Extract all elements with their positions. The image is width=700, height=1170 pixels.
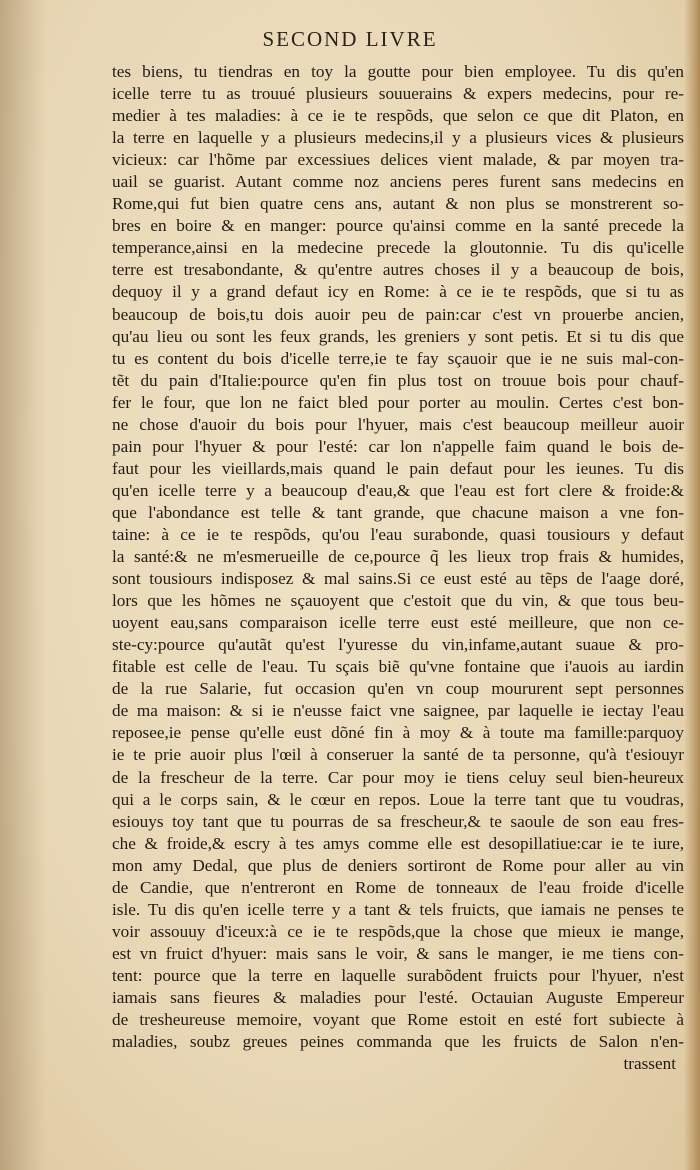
text-line: la santé:& ne m'esmerueille de ce,pource q̃ les lieux trop frais & humides, <box>112 547 684 567</box>
text-line: tu es content du bois d'icelle terre,ie te fay sçauoir que ie ne suis mal-con- <box>112 348 684 368</box>
text-line: est vn fruict d'hyuer: mais sans le voir, & sans le manger, ie me tiens con- <box>112 943 684 963</box>
running-head: SECOND LIVRE <box>262 27 438 51</box>
text-line: mon amy Dedal, que plus de deniers sortiront de Rome pour aller au vin <box>112 855 684 875</box>
text-line: Rome,qui fut bien quatre cens ans, autant & non plus se monstrerent so- <box>112 194 684 214</box>
text-line: trassent <box>623 1054 676 1074</box>
text-line: reposee,ie pense qu'elle eust dõné fin à moy & à toute ma famille:parquoy <box>112 723 684 743</box>
text-line: de la rue Salarie, fut occasion qu'en vn coup moururent sept personnes <box>112 679 684 699</box>
text-line: de ma maison: & si ie n'eusse faict vne saignee, par laquelle ie iectay l'eau <box>112 701 684 721</box>
page-edge-stain <box>684 0 700 1170</box>
text-line: che & froide,& escry à tes amys comme elle est desopillatiue:car ie te iure, <box>112 833 684 853</box>
text-line: ie te prie auoir plus l'œil à conseruer la santé de ta personne, qu'à t'esiouyr <box>112 745 684 765</box>
text-line: tent: pource que la terre en laquelle surabõdent fruicts pour l'hyuer, n'est <box>112 965 684 985</box>
gutter-shadow <box>0 0 46 1170</box>
text-line: fer le four, que lon ne faict bled pour porter au moulin. Certes c'est bon- <box>112 392 684 412</box>
text-line: tẽt du pain d'Italie:pource qu'en fin plus tost on trouue bois pour chauf- <box>112 370 684 390</box>
text-line: de tresheureuse memoire, voyant que Rome estoit en esté fort subiecte à <box>112 1010 684 1030</box>
text-line: bres en boire & en manger: pource qu'ainsi comme en la santé precede la <box>112 216 684 236</box>
text-line: medier à tes maladies: à ce ie te respõds, que selon ce que dit Platon, en <box>112 106 684 126</box>
text-line: ste-cy:pource qu'autãt qu'est l'yuresse du vin,infame,autant suaue & pro- <box>112 635 684 655</box>
text-line: vicieux: car l'hõme par excessiues delices vient malade, & par moyen tra- <box>112 150 684 170</box>
text-line: temperance,ainsi en la medecine precede la gloutonnie. Tu dis qu'icelle <box>112 238 684 258</box>
text-line: taine: à ce ie te respõds, qu'ou l'eau surabonde, quasi tousiours y defaut <box>112 524 684 544</box>
text-line: qu'en icelle terre y a beaucoup d'eau,& que l'eau est fort clere & froide:& <box>112 480 684 500</box>
text-line: la terre en laquelle y a plusieurs medecins,il y a plusieurs vices & plusieurs <box>112 128 684 148</box>
text-line: lors que les hõmes ne sçauoyent que c'estoit que du vin, & que tous beu- <box>112 591 684 611</box>
text-line: sont tousiours indisposez & mal sains.Si ce eust esté au tẽps de l'aage doré, <box>112 569 684 589</box>
text-line: dequoy il y a grand defaut icy en Rome: à ce ie te respõds, que si tu as <box>112 282 684 302</box>
text-line: icelle terre tu as trouué plusieurs souuerains & expers medecins, pour re- <box>112 84 684 104</box>
text-block <box>112 61 684 1075</box>
text-line: beaucoup de bois,tu dois auoir peu de pain:car c'est vn prouerbe ancien, <box>112 304 684 324</box>
text-line: pain pour l'hyuer & pour l'esté: car lon n'appelle faim quand le bois de- <box>112 436 684 456</box>
text-line: faut pour les vieillards,mais quand le pain defaut pour les ieunes. Tu dis <box>112 458 684 478</box>
text-line: voir assouuy d'iceux:à ce ie te respõds,que la chose que mieux ie mange, <box>112 921 684 941</box>
text-line: de la frescheur de la terre. Car pour moy ie tiens celuy seul bien-heureux <box>112 767 684 787</box>
text-line: tes biens, tu tiendras en toy la goutte pour bien employee. Tu dis qu'en <box>112 62 684 81</box>
text-line: que l'abondance est telle & tant grande, que chacune maison a vne fon- <box>112 502 684 522</box>
text-line: uail se guarist. Autant comme noz anciens peres furent sans medecins en <box>112 172 684 192</box>
text-line: qui a le corps sain, & le cœur en repos. Loue la terre tant que tu voudras, <box>112 789 684 809</box>
text-line: uoyent eau,sans comparaison icelle terre eust esté meilleure, que non ce- <box>112 613 684 633</box>
text-line: isle. Tu dis qu'en icelle terre y a tant & tels fruicts, que iamais ne penses te <box>112 899 684 919</box>
text-line: qu'au lieu ou sont les feux grands, les greniers y sont petis. Et si tu dis que <box>112 326 684 346</box>
text-line: de Candie, que n'entreront en Rome de tonneaux de l'eau froide d'icelle <box>112 877 684 897</box>
text-line: terre est tresabondante, & qu'entre autres choses il y a beaucoup de bois, <box>112 260 684 280</box>
text-line: maladies, soubz greues peines commanda que les fruicts de Salon n'en- <box>112 1032 684 1052</box>
text-line: esiouys toy tant que tu pourras de sa frescheur,& te saoule de son eau fres- <box>112 811 684 831</box>
text-line: ne chose d'auoir du bois pour l'hyuer, mais c'est beaucoup meilleur auoir <box>112 414 684 434</box>
text-line: iamais sans fieures & maladies pour l'esté. Octauian Auguste Empereur <box>112 987 684 1007</box>
text-line: fitable est celle de l'eau. Tu sçais biẽ qu'vne fontaine que i'auois au iardin <box>112 657 684 677</box>
